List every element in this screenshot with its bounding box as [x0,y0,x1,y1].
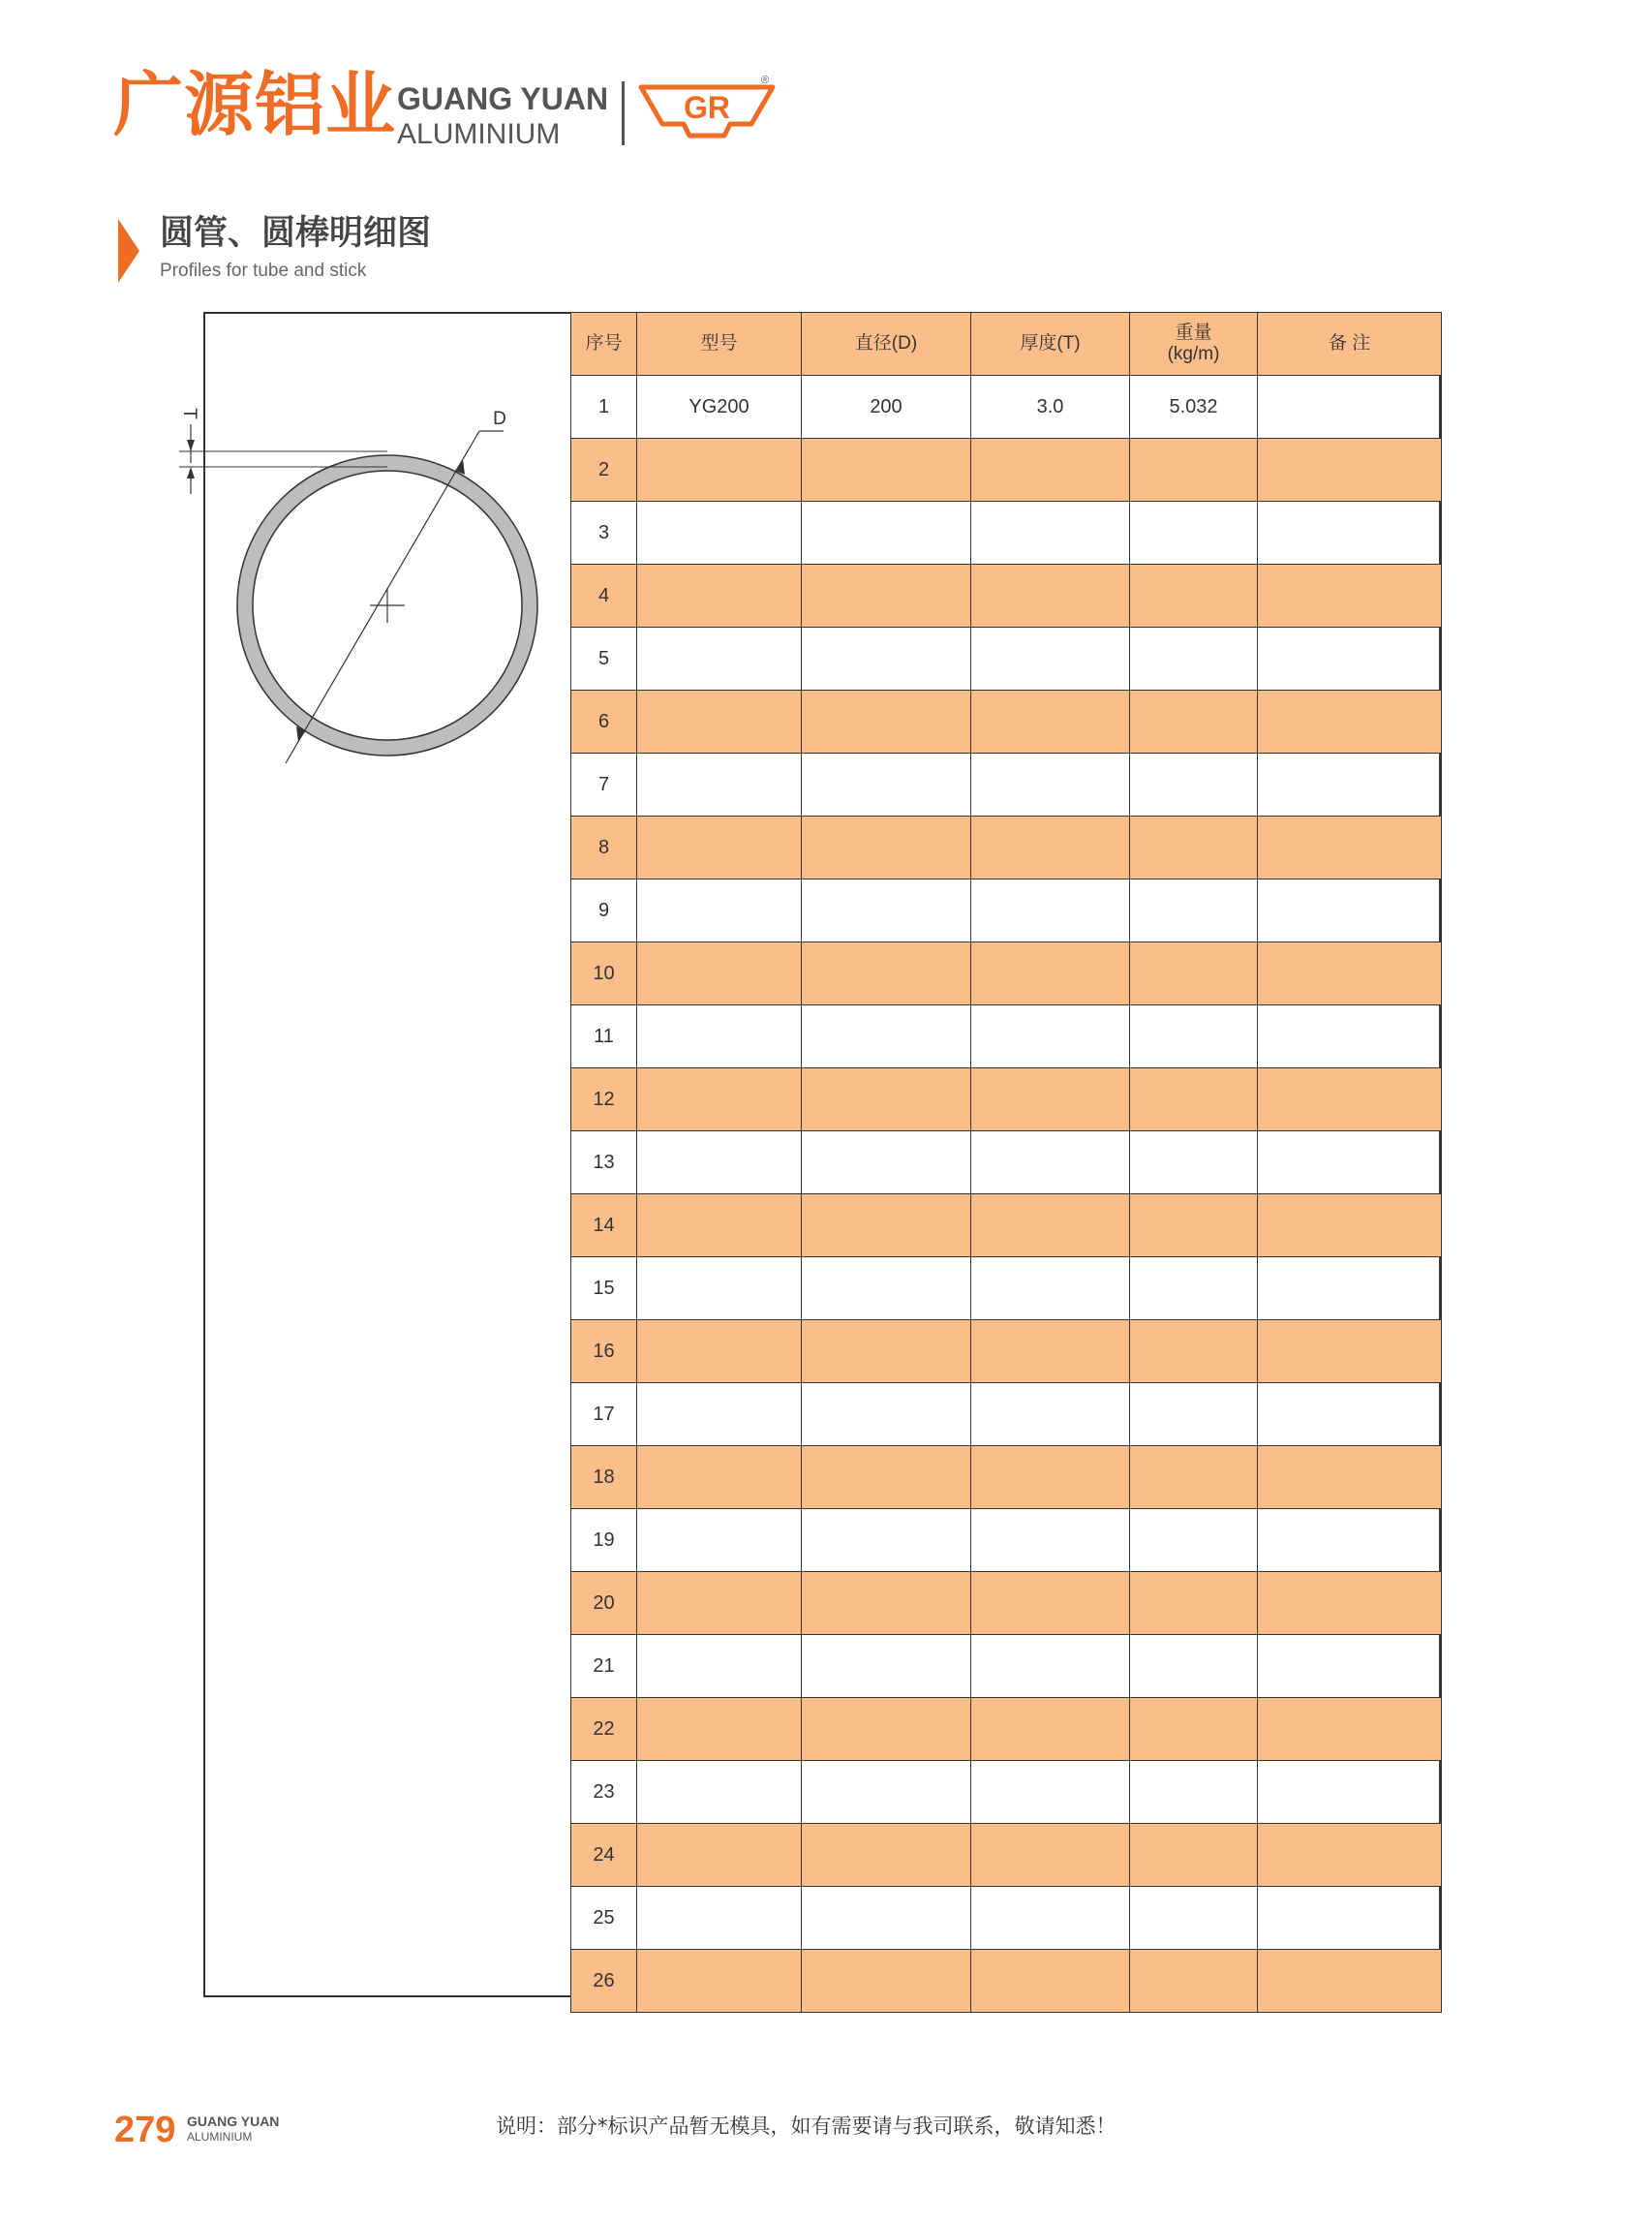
cell-diameter [802,691,971,754]
cell-seq: 1 [571,376,637,439]
table-row [571,1887,1442,1950]
cell-thickness [971,691,1130,754]
cell-weight [1130,1257,1258,1320]
cell-thickness [971,628,1130,691]
diameter-label: D [493,409,506,429]
table-row [571,880,1442,942]
cell-remarks [1258,1950,1442,2013]
brand-divider [622,81,625,145]
cell-seq: 5 [571,628,637,691]
logo-text: GR [684,90,730,125]
cell-remarks [1258,817,1442,880]
table-row [571,1824,1442,1887]
cell-model [637,1005,802,1068]
cell-model [637,565,802,628]
cell-thickness [971,1635,1130,1698]
cell-weight [1130,628,1258,691]
table-row [571,1068,1442,1131]
cell-weight [1130,691,1258,754]
cell-weight [1130,1383,1258,1446]
cell-diameter [802,942,971,1005]
cell-remarks [1258,1446,1442,1509]
brand-name-en-sub: ALUMINIUM [397,118,561,150]
brand-name-cn: 广源铝业 [113,64,397,145]
cell-model [637,1068,802,1131]
cell-weight [1130,1950,1258,2013]
cell-thickness [971,439,1130,502]
cell-diameter [802,1761,971,1824]
cell-model [637,1383,802,1446]
cell-weight [1130,565,1258,628]
cell-diameter [802,1194,971,1257]
cell-model [637,1257,802,1320]
cell-thickness [971,1068,1130,1131]
table-row [571,691,1442,754]
cell-weight [1130,1761,1258,1824]
cell-seq: 25 [571,1887,637,1950]
cell-remarks [1258,1887,1442,1950]
table-row [571,1635,1442,1698]
cell-model [637,1950,802,2013]
cell-thickness [971,1320,1130,1383]
table-row [571,376,1442,439]
cell-remarks [1258,1698,1442,1761]
cell-diameter [802,1320,971,1383]
cell-thickness [971,1257,1130,1320]
cell-remarks [1258,1509,1442,1572]
cell-seq: 18 [571,1446,637,1509]
cell-diameter [802,565,971,628]
cell-model [637,1446,802,1509]
cell-weight [1130,942,1258,1005]
cell-model [637,1635,802,1698]
cell-diameter [802,1131,971,1194]
table-row [571,439,1442,502]
cell-thickness [971,565,1130,628]
cell-diameter [802,1068,971,1131]
table-row [571,1446,1442,1509]
cell-seq: 16 [571,1320,637,1383]
cell-seq: 26 [571,1950,637,2013]
section-subtitle: Profiles for tube and stick [160,261,367,281]
cell-seq: 14 [571,1194,637,1257]
cell-model [637,1194,802,1257]
table-row [571,942,1442,1005]
cell-weight [1130,1131,1258,1194]
cell-model [637,1824,802,1887]
cell-thickness [971,880,1130,942]
cell-thickness [971,942,1130,1005]
company-logo [639,74,775,141]
header-weight-label: 重量 [1175,323,1212,344]
cell-seq: 17 [571,1383,637,1446]
cell-thickness [971,754,1130,817]
cell-diameter [802,502,971,565]
cell-model [637,628,802,691]
cell-diameter [802,1257,971,1320]
cell-remarks [1258,1761,1442,1824]
cell-model [637,1131,802,1194]
table-row [571,754,1442,817]
cell-remarks [1258,628,1442,691]
cell-remarks [1258,754,1442,817]
cell-seq: 8 [571,817,637,880]
cell-weight [1130,1572,1258,1635]
cell-diameter [802,880,971,942]
cell-remarks [1258,1824,1442,1887]
cell-remarks [1258,565,1442,628]
cell-remarks [1258,1194,1442,1257]
cell-thickness [971,1887,1130,1950]
cell-remarks [1258,439,1442,502]
cell-thickness: 3.0 [971,376,1130,439]
cell-thickness [971,502,1130,565]
table-row [571,1761,1442,1824]
header-seq: 序号 [571,313,637,376]
cell-model [637,1572,802,1635]
page-number: 279 [114,2110,176,2150]
cell-seq: 3 [571,502,637,565]
cell-seq: 9 [571,880,637,942]
cell-weight [1130,1068,1258,1131]
cell-seq: 12 [571,1068,637,1131]
cell-thickness [971,817,1130,880]
table-row [571,1131,1442,1194]
cell-diameter [802,1635,971,1698]
cell-thickness [971,1005,1130,1068]
cell-weight [1130,1446,1258,1509]
registered-mark: ® [760,75,770,86]
cell-model [637,1320,802,1383]
cell-diameter [802,1005,971,1068]
footer-brand-name: GUANG YUAN [187,2114,280,2129]
cell-thickness [971,1131,1130,1194]
cell-weight [1130,817,1258,880]
table-row [571,502,1442,565]
cell-remarks [1258,942,1442,1005]
table-row [571,817,1442,880]
section-marker-icon [116,219,141,283]
cell-weight [1130,1635,1258,1698]
cell-remarks [1258,376,1442,439]
cell-model [637,754,802,817]
cell-seq: 23 [571,1761,637,1824]
cell-diameter [802,1383,971,1446]
cell-weight [1130,880,1258,942]
cell-remarks [1258,1635,1442,1698]
cell-seq: 22 [571,1698,637,1761]
header-remarks: 备 注 [1258,313,1442,376]
brand-name-en: GUANG YUAN [397,81,609,116]
cell-diameter [802,1950,971,2013]
cell-thickness [971,1446,1130,1509]
cell-model [637,1698,802,1761]
cell-seq: 21 [571,1635,637,1698]
table-row [571,1698,1442,1761]
cell-seq: 4 [571,565,637,628]
cell-weight [1130,1320,1258,1383]
table-row [571,1572,1442,1635]
cell-seq: 15 [571,1257,637,1320]
table-row [571,1383,1442,1446]
header-model: 型号 [637,313,802,376]
table-row [571,1194,1442,1257]
cell-thickness [971,1761,1130,1824]
cell-diameter [802,628,971,691]
section-title: 圆管、圆棒明细图 [160,214,432,253]
profile-spec-table [570,312,1442,2013]
table-row [571,1005,1442,1068]
cell-remarks [1258,502,1442,565]
cell-thickness [971,1383,1130,1446]
cell-thickness [971,1194,1130,1257]
cell-weight [1130,1509,1258,1572]
cell-thickness [971,1950,1130,2013]
table-row [571,1950,1442,2013]
cell-model [637,817,802,880]
cell-diameter [802,754,971,817]
cell-remarks [1258,1131,1442,1194]
cell-weight [1130,502,1258,565]
cell-remarks [1258,1572,1442,1635]
cell-remarks [1258,1383,1442,1446]
thickness-label: T [179,408,199,419]
cell-remarks [1258,1068,1442,1131]
cell-model [637,880,802,942]
cell-seq: 13 [571,1131,637,1194]
cell-model: YG200 [637,376,802,439]
cell-seq: 24 [571,1824,637,1887]
cell-diameter [802,1509,971,1572]
cell-thickness [971,1572,1130,1635]
table-row [571,565,1442,628]
cell-model [637,942,802,1005]
cell-remarks [1258,1320,1442,1383]
cell-model [637,1509,802,1572]
table-row [571,1509,1442,1572]
table-header-row [571,313,1442,376]
cell-weight [1130,754,1258,817]
cell-diameter: 200 [802,376,971,439]
cell-model [637,439,802,502]
cell-seq: 6 [571,691,637,754]
cell-thickness [971,1698,1130,1761]
cell-weight [1130,1005,1258,1068]
cell-weight: 5.032 [1130,376,1258,439]
table-row [571,1320,1442,1383]
cell-remarks [1258,1005,1442,1068]
footer-brand-sub: ALUMINIUM [187,2130,253,2144]
header-diameter: 直径(D) [802,313,971,376]
cell-weight [1130,1887,1258,1950]
cell-diameter [802,1572,971,1635]
cell-weight [1130,1194,1258,1257]
cell-diameter [802,1446,971,1509]
cell-seq: 2 [571,439,637,502]
cell-model [637,1761,802,1824]
header-thickness: 厚度(T) [971,313,1130,376]
cell-seq: 20 [571,1572,637,1635]
cell-diameter [802,1698,971,1761]
cell-seq: 7 [571,754,637,817]
cell-seq: 11 [571,1005,637,1068]
cell-diameter [802,439,971,502]
table-row [571,1257,1442,1320]
cell-diameter [802,1824,971,1887]
cell-remarks [1258,691,1442,754]
cell-weight [1130,1824,1258,1887]
cell-model [637,691,802,754]
tube-cross-section-drawing [179,387,552,775]
cell-remarks [1258,1257,1442,1320]
table-row [571,628,1442,691]
cell-weight [1130,1698,1258,1761]
cell-weight [1130,439,1258,502]
cell-thickness [971,1509,1130,1572]
header-weight-unit: (kg/m) [1167,344,1220,364]
cell-model [637,1887,802,1950]
cell-seq: 10 [571,942,637,1005]
cell-model [637,502,802,565]
cell-diameter [802,817,971,880]
cell-seq: 19 [571,1509,637,1572]
cell-thickness [971,1824,1130,1887]
footer-note: 说明：部分*标识产品暂无模具，如有需要请与我司联系，敬请知悉！ [496,2114,1117,2138]
cell-diameter [802,1887,971,1950]
cell-remarks [1258,880,1442,942]
header-weight [1130,313,1258,376]
